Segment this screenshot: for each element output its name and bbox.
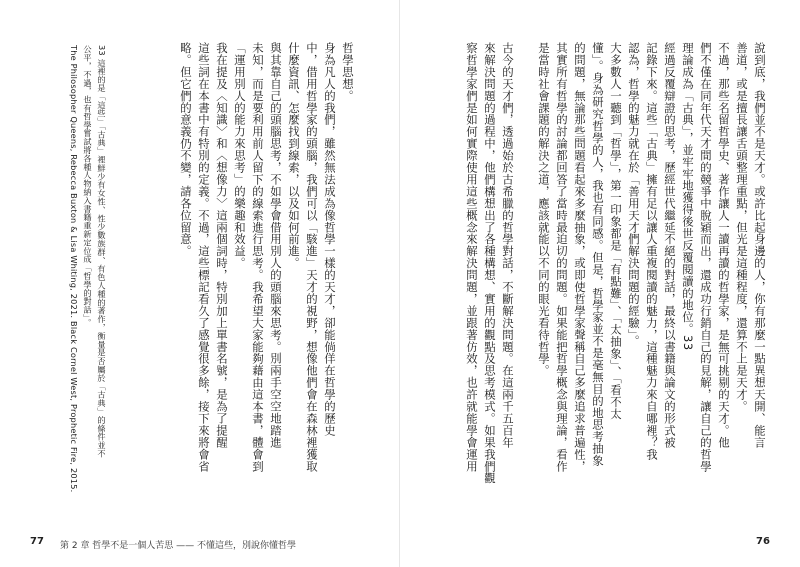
body-line: 善道，或是擅長讓舌頭整理重點，但光是這種程度，還算不上是天才。 xyxy=(735,42,749,413)
body-line: 未知，而是要利用前人留下的線索進行思考。我希望大家能夠藉由這本書，體會到 xyxy=(251,42,265,473)
footnote-line: 公平，不過，也有哲學嘗試將各種人物納入書籍重新定位成「哲學的對話」。 xyxy=(83,45,93,327)
body-line: 說到底，我們並不是天才。或許比起身邊的人，你有那麼一點異想天開、能言 xyxy=(753,42,767,449)
body-line: 這些詞在本書中有特別的定義。不過，這些標記看久了感覺很多餘，接下來將會省 xyxy=(197,42,211,473)
body-line: 古今的天才們，透過始於古希臘的哲學對話，不斷解決問題。在這兩千五百年 xyxy=(501,42,515,449)
body-line: 們不僅在同年代天才間的競爭中脫穎而出，還成功行銷自己的見解，讓自己的哲學 xyxy=(699,42,713,473)
body-line: 記錄下來。這些「古典」擁有足以讓人重複閱讀的魅力，這種魅力來自哪裡？我 xyxy=(645,42,659,461)
body-line: 認為，哲學的魅力就在於「善用天才們解決問題的經驗」。 xyxy=(627,42,641,347)
footnote-line: 33 這裡的是「這些」「古典」裡鮮少有女性、性少數族群、有色人種的著作，衡量是否屬於「古典」的條件並不 xyxy=(97,45,107,458)
body-line: 是當時社會課題的解決之道，應該就能以不同的眼光看待哲學。 xyxy=(537,42,551,377)
body-line: 與其靠自己的頭腦思考，不如學會借用別人的頭腦來思考。別兩手空空地踏進 xyxy=(269,42,283,449)
body-line: 察哲學家們是如何實際使用這些概念來解決問題，並跟著仿效，也許就能學會運用 xyxy=(465,42,479,473)
body-line: 理論成為「古典」，並牢牢地獲得後世反覆閱讀的地位。33 xyxy=(681,42,695,351)
body-line: 懂」。身為研究哲學的人，我也有同感。但是，哲學家並不是毫無目的地思考抽象 xyxy=(591,42,605,467)
body-line: 身為凡人的我們，雖然無法成為像哲學一樣的天才，卻能倘佯在哲學的歷史 xyxy=(323,42,337,437)
footnote-line: The Philosopher Queens, Rebecca Buxton & Lisa Whiting, 2021. Black Cornel West, Prophetic Fire, 2015. xyxy=(69,45,79,493)
body-line: 中，借用哲學家的頭腦，我們可以「駭進」天才的視野，想像他們會在森林裡獲取 xyxy=(305,42,319,473)
body-line: 來解決問題的過程中，他們構想出了各種構想、實用的觀點及思考模式。如果我們觀 xyxy=(483,42,497,485)
body-line: 略。但它們的意義仍不變，請各位留意。 xyxy=(179,42,193,258)
body-line: 什麼資訊、怎麼找到線索，以及如何前進。 xyxy=(287,42,301,270)
body-line: 大多數人一聽到「哲學」，第一印象都是「有點難」、「太抽象」、「看不太 xyxy=(609,42,623,420)
body-line: 「運用別人的能力來思考」的樂趣和效益。 xyxy=(233,42,247,270)
page-gutter xyxy=(399,0,400,567)
body-line: 其實所有哲學的討論都回答了當時最迫切的問題。如果能把哲學概念與理論，看作 xyxy=(555,42,569,473)
body-line: 的問題，無論那些問題看起來多麼抽象，或即使哲學家聲稱自己多麼追求普遍性， xyxy=(573,42,587,473)
running-footer: 第 2 章 哲學不是一個人苦思 —— 不懂這些，別說你懂哲學 xyxy=(60,541,297,551)
page-number-left: 77 xyxy=(30,536,44,547)
body-line: 我在提及〈知識〉和〈想像力〉這兩個詞時，特別加上單書名號，是為了提醒 xyxy=(215,42,229,449)
page-number-right: 76 xyxy=(756,536,770,547)
body-line: 哲學思想。 xyxy=(341,42,355,102)
body-line: 不過，那些名留哲學史、著作讓人一讀再讀的哲學家，是無可挑剔的天才。他 xyxy=(717,42,731,449)
body-line: 經過反覆辯證的思考，歷經世代繼延不絕的對話，最終以書籍與論文的形式被 xyxy=(663,42,677,449)
